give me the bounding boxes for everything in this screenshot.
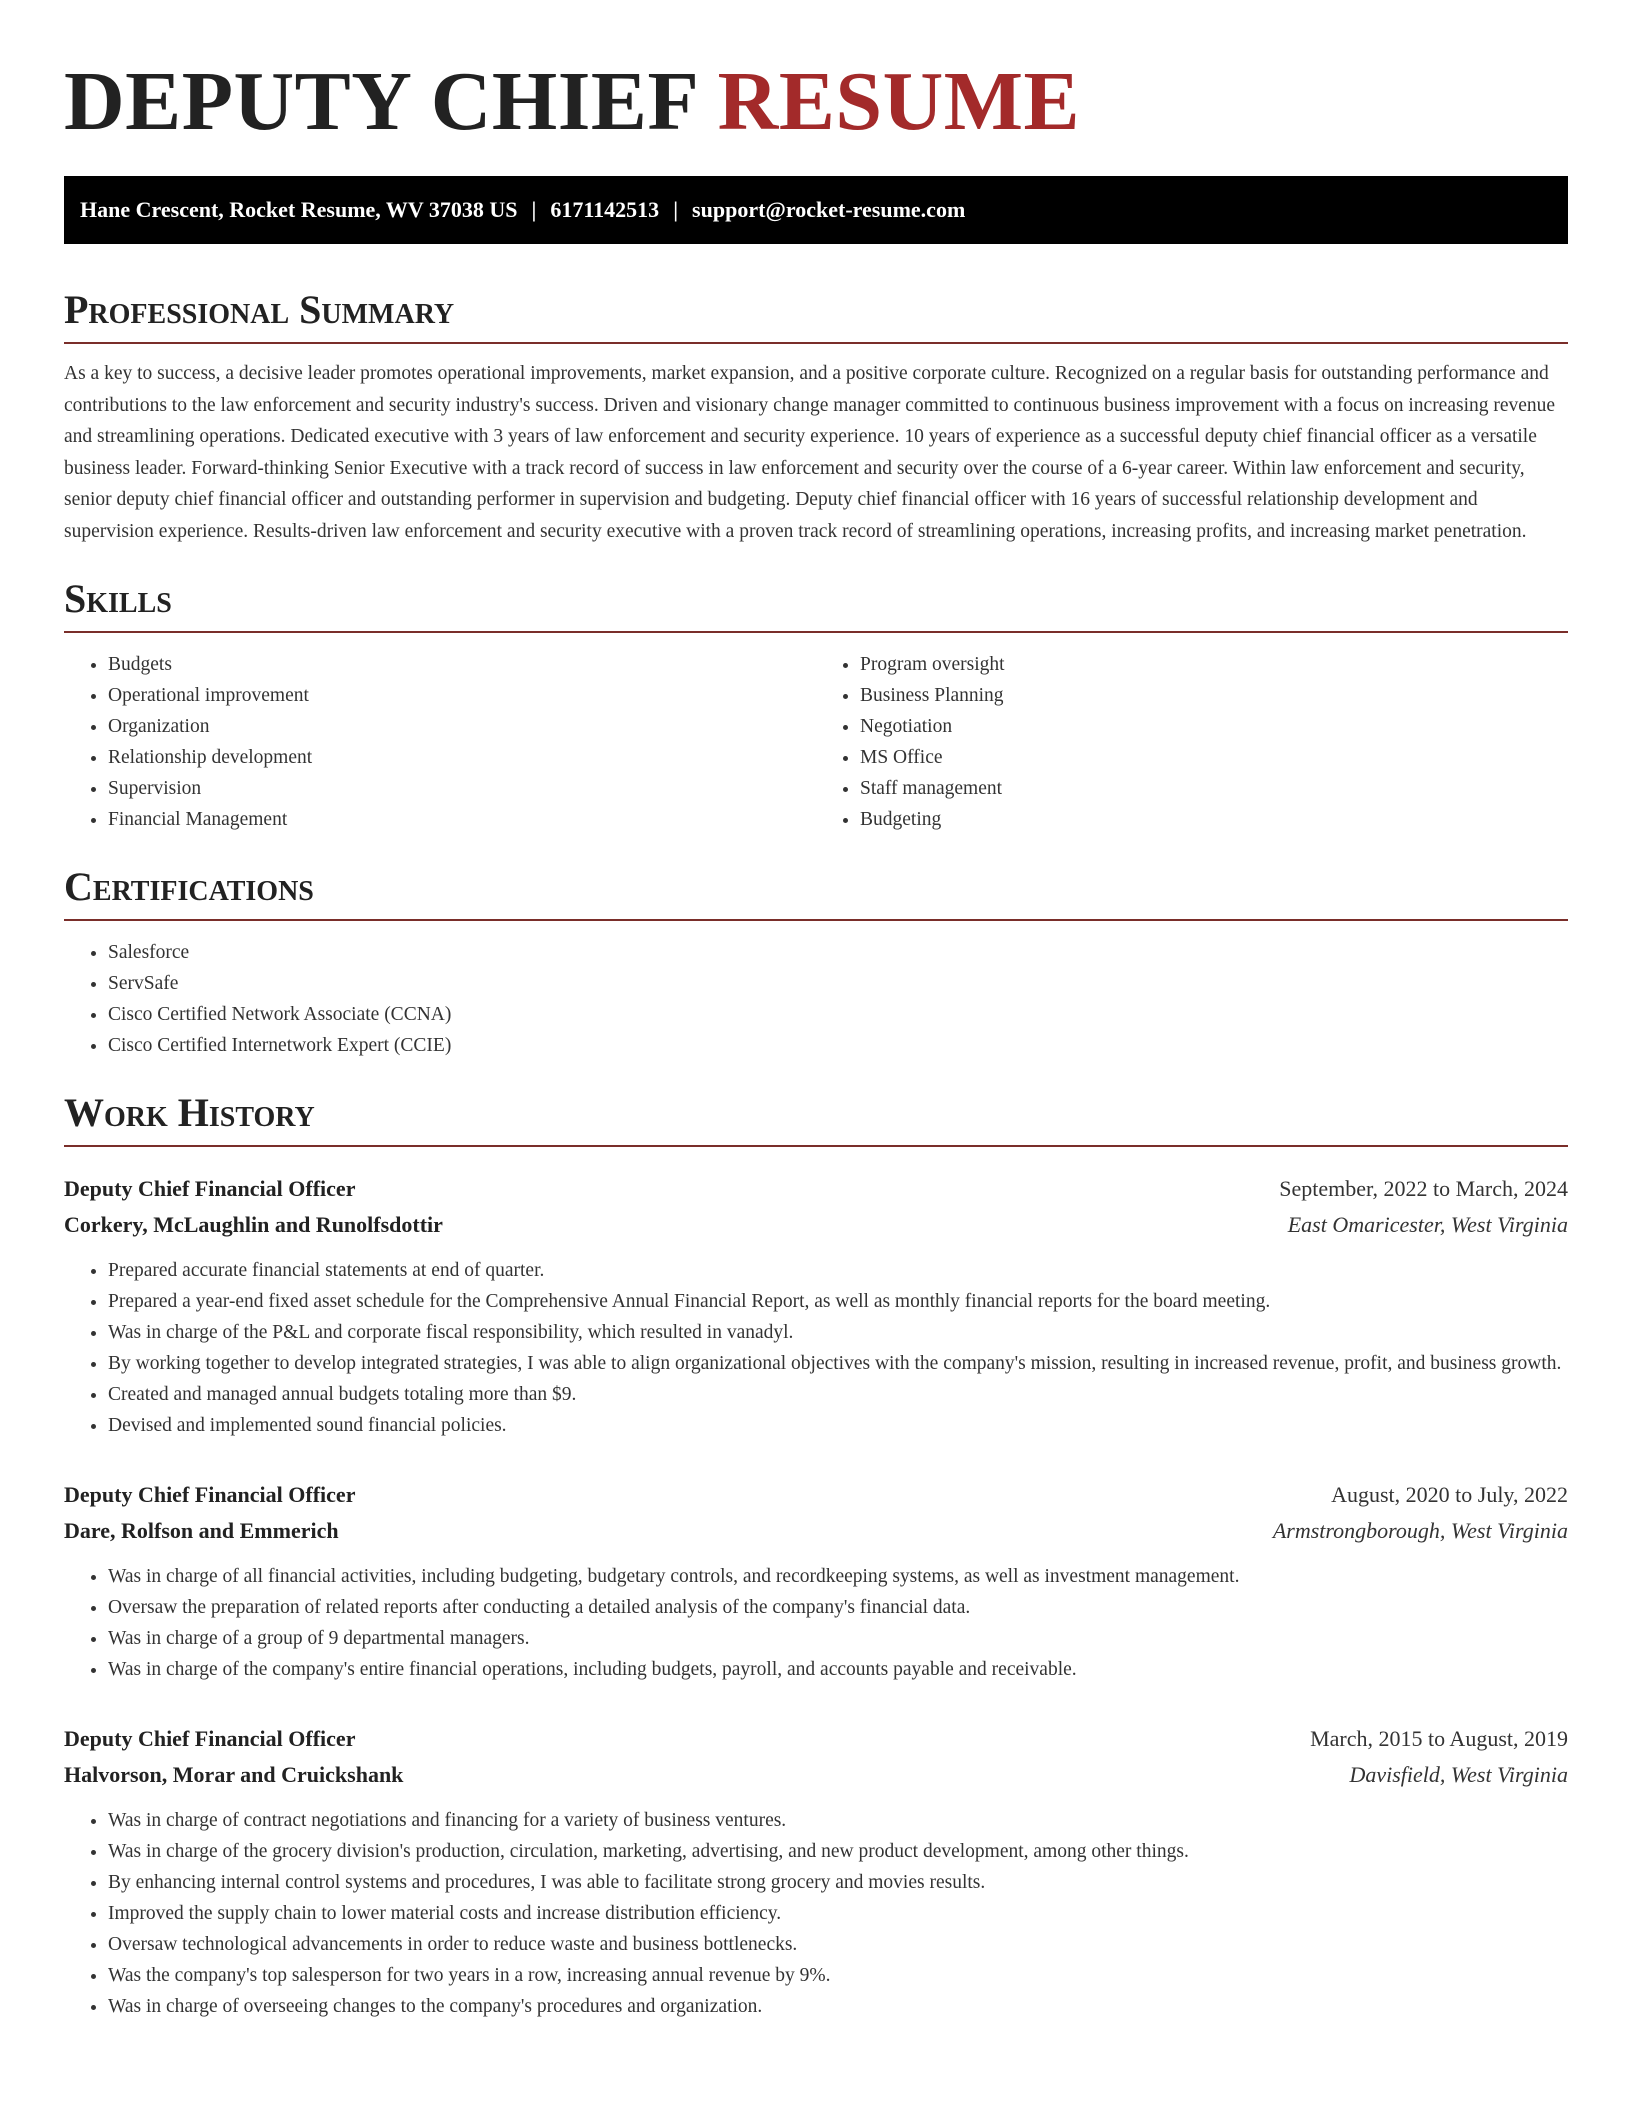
job-dates: September, 2022 to March, 2024	[1279, 1176, 1568, 1201]
summary-text: As a key to success, a decisive leader promotes operational improvements, market expansion, and a positive corporate culture. Recognized on a regular basis for outstanding performance and contributions to the law enforcement and security industry's success. Driven and visionary change manager committed to continuous business improvement with a focus on increasing revenue and streamlining operations. Dedicated executive with 3 years of law enforcement and security experience. 10 years of experience as a successful deputy chief financial officer as a versatile business leader. Forward-thinking Senior Executive with a track record of success in law enforcement and security over the course of a 6-year career. Within law enforcement and security, senior deputy chief financial officer and outstanding performer in supervision and budgeting. Deputy chief financial officer with 16 years of successful relationship development and supervision experience. Results-driven law enforcement and security executive with a proven track record of streamlining operations, increasing profits, and increasing market penetration.	[64, 363, 1556, 542]
contact-separator: |	[673, 197, 679, 222]
job-location: East Omaricester, West Virginia	[1287, 1212, 1568, 1237]
contact-email: support@rocket-resume.com	[692, 197, 966, 222]
list-item: • ServSafe	[108, 968, 1568, 999]
job-bullet: • Was in charge of a group of 9 departmental managers.	[108, 1623, 1568, 1654]
job-bullet: • Was in charge of overseeing changes to the company's procedures and organization.	[108, 1991, 1568, 2022]
job-bullet: • Prepared accurate financial statements at end of quarter.	[108, 1255, 1568, 1286]
job-bullet: • Was in charge of the grocery division's production, circulation, marketing, advertising, and new product development, among other things.	[108, 1836, 1568, 1867]
job-bullet: • Was in charge of the P&L and corporate fiscal responsibility, which resulted in vanadyl.	[108, 1317, 1568, 1348]
skills-list-right	[816, 649, 1568, 835]
list-item: • Staff management	[860, 773, 1568, 804]
list-item: • MS Office	[860, 742, 1568, 773]
job-bullet: • Improved the supply chain to lower material costs and increase distribution efficiency.	[108, 1898, 1568, 1929]
section-title: Work History	[64, 1091, 1568, 1147]
job-title: Deputy Chief Financial Officer	[64, 1176, 356, 1201]
job-header-row	[64, 1171, 1568, 1207]
list-item: • Salesforce	[108, 937, 1568, 968]
list-item: • Cisco Certified Network Associate (CCNA)	[108, 999, 1568, 1030]
job-dates: March, 2015 to August, 2019	[1310, 1726, 1568, 1751]
skills-section	[64, 577, 1568, 835]
job-company: Halvorson, Morar and Cruickshank	[64, 1762, 404, 1787]
job-bullet: • Devised and implemented sound financial policies.	[108, 1410, 1568, 1441]
summary-section	[64, 288, 1568, 547]
name-accent: RESUME	[717, 55, 1081, 148]
job-header-row	[64, 1721, 1568, 1757]
contact-separator: |	[531, 197, 537, 222]
job-bullet: • Was in charge of all financial activities, including budgeting, budgetary controls, and recordkeeping systems, as well as investment management.	[108, 1561, 1568, 1592]
work-history-section	[64, 1091, 1568, 2022]
section-title: Professional Summary	[64, 288, 1568, 344]
resume-name	[64, 55, 1568, 148]
job-bullet: • Was the company's top salesperson for two years in a row, increasing annual revenue by 9%.	[108, 1960, 1568, 1991]
job-entry	[64, 1477, 1568, 1685]
list-item: • Negotiation	[860, 711, 1568, 742]
list-item: • Financial Management	[108, 804, 816, 835]
job-bullet: • Was in charge of the company's entire financial operations, including budgets, payroll, and accounts payable and receivable.	[108, 1654, 1568, 1685]
job-bullet: • Created and managed annual budgets totaling more than $9.	[108, 1379, 1568, 1410]
job-bullet: • Prepared a year-end fixed asset schedule for the Comprehensive Annual Financial Report, as well as monthly financial reports for the board meeting.	[108, 1286, 1568, 1317]
job-location: Armstrongborough, West Virginia	[1272, 1518, 1568, 1543]
certifications-section	[64, 865, 1568, 1061]
job-company-row	[64, 1207, 1568, 1243]
job-bullets	[64, 1561, 1568, 1685]
list-item: • Supervision	[108, 773, 816, 804]
section-title: Certifications	[64, 865, 1568, 921]
job-bullets	[64, 1805, 1568, 2022]
job-entry	[64, 1171, 1568, 1441]
contact-address: Hane Crescent, Rocket Resume, WV 37038 US	[80, 197, 518, 222]
job-bullet: • Oversaw the preparation of related reports after conducting a detailed analysis of the company's financial data.	[108, 1592, 1568, 1623]
job-company-row	[64, 1513, 1568, 1549]
skills-list-left	[64, 649, 816, 835]
list-item: • Business Planning	[860, 680, 1568, 711]
jobs-container	[64, 1171, 1568, 2022]
job-header-row	[64, 1477, 1568, 1513]
job-company: Corkery, McLaughlin and Runolfsdottir	[64, 1212, 443, 1237]
name-primary: DEPUTY CHIEF	[64, 55, 697, 148]
section-title: Skills	[64, 577, 1568, 633]
job-dates: August, 2020 to July, 2022	[1331, 1482, 1568, 1507]
certifications-list	[64, 937, 1568, 1061]
skills-grid	[64, 649, 1568, 835]
job-bullet: • By working together to develop integrated strategies, I was able to align organizational objectives with the company's mission, resulting in increased revenue, profit, and business growth.	[108, 1348, 1568, 1379]
job-title: Deputy Chief Financial Officer	[64, 1482, 356, 1507]
contact-phone: 6171142513	[550, 197, 660, 222]
list-item: • Budgeting	[860, 804, 1568, 835]
contact-bar	[64, 176, 1568, 244]
list-item: • Relationship development	[108, 742, 816, 773]
list-item: • Organization	[108, 711, 816, 742]
job-bullet: • Oversaw technological advancements in order to reduce waste and business bottlenecks.	[108, 1929, 1568, 1960]
list-item: • Operational improvement	[108, 680, 816, 711]
list-item: • Budgets	[108, 649, 816, 680]
list-item: • Program oversight	[860, 649, 1568, 680]
job-title: Deputy Chief Financial Officer	[64, 1726, 356, 1751]
job-entry	[64, 1721, 1568, 2022]
job-bullets	[64, 1255, 1568, 1441]
job-company-row	[64, 1757, 1568, 1793]
job-bullet: • By enhancing internal control systems and procedures, I was able to facilitate strong grocery and movies results.	[108, 1867, 1568, 1898]
job-location: Davisfield, West Virginia	[1349, 1762, 1568, 1787]
job-company: Dare, Rolfson and Emmerich	[64, 1518, 339, 1543]
job-bullet: • Was in charge of contract negotiations and financing for a variety of business ventures.	[108, 1805, 1568, 1836]
list-item: • Cisco Certified Internetwork Expert (CCIE)	[108, 1030, 1568, 1061]
